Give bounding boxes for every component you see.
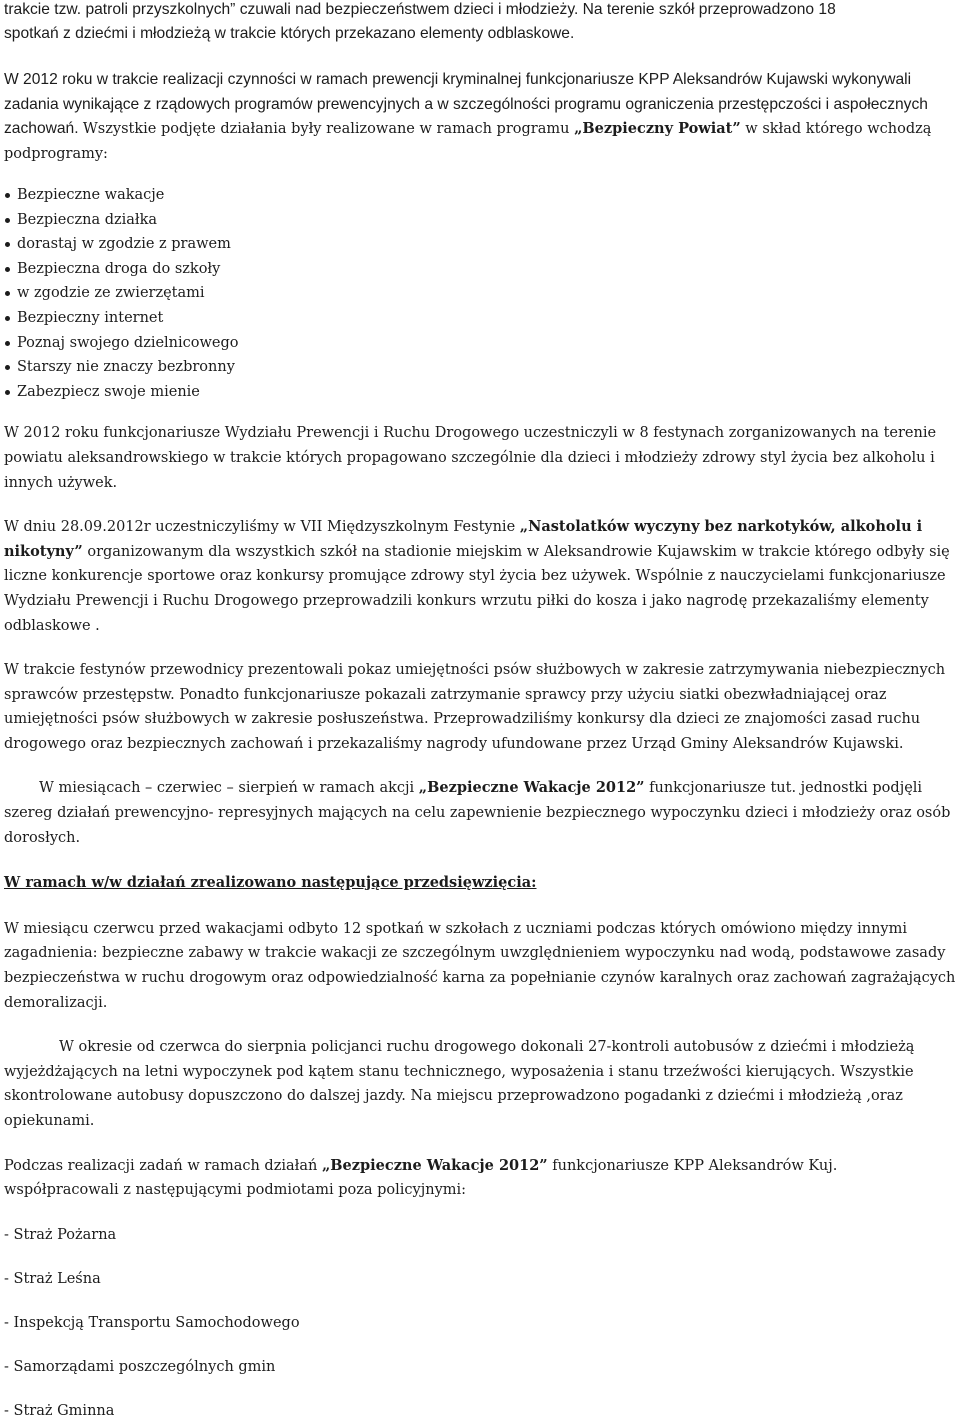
- summer-action-paragraph: [4, 776, 956, 850]
- partner-item: - Straż Leśna: [4, 1270, 101, 1287]
- section-heading-text: W ramach w/w działań zrealizowano następujące przedsięwzięcia:: [4, 874, 537, 892]
- list-item: w zgodzie ze zwierzętami: [4, 281, 956, 306]
- program-intro-tail: w skład którego wchodzą podprogramy:: [4, 121, 932, 162]
- intro-continuation: [4, 0, 956, 46]
- list-item: Bezpieczna droga do szkoły: [4, 257, 956, 282]
- intro-line-2: spotkań z dziećmi i młodzieżą w trakcie których przekazano elementy odblaskowe.: [4, 25, 575, 42]
- cooperation-intro: Podczas realizacji zadań w ramach działań: [4, 1157, 322, 1174]
- partner-item: - Samorządami poszczególnych gmin: [4, 1358, 276, 1375]
- partner-item: - Straż Pożarna: [4, 1226, 117, 1243]
- prevention-text: W 2012 roku w trakcie realizacji czynności w ramach prewencji kryminalnej funkcjonariusze KPP Aleksandrów Kujawski wykonywali zadania wynikające z rządowych programów prewencyjnych a w szczególności programu ograniczenia przestępczości i aspołecznych zachowań.: [4, 71, 928, 137]
- section-heading: [4, 871, 956, 896]
- cooperation-paragraph: [4, 1154, 956, 1203]
- bus-inspections-paragraph: W okresie od czerwca do sierpnia policjanci ruchu drogowego dokonali 27-kontroli autobusów z dziećmi i młodzieżą wyjeżdżających na letni wypoczynek pod kątem stanu technicznego, wyposażenia i stanu trzeźwości kierujących. Wszystkie skontrolowane autobusy dopuszczono do dalszej jazdy. Na miejscu przeprowadzono pogadanki z dziećmi i młodzieżą ,oraz opiekunami.: [4, 1039, 915, 1129]
- list-item: Bezpieczne wakacje: [4, 183, 956, 208]
- list-item: Bezpieczny internet: [4, 306, 956, 331]
- subprogram-list: [4, 183, 956, 404]
- program-intro-text: Wszystkie podjęte działania były realizowane w ramach programu: [82, 121, 575, 137]
- festival-intro: W dniu 28.09.2012r uczestniczyliśmy w VII Międzyszkolnym Festynie: [4, 519, 520, 536]
- list-item: Starszy nie znaczy bezbronny: [4, 355, 956, 380]
- school-meetings-paragraph: W miesiącu czerwcu przed wakacjami odbyto 12 spotkań w szkołach z uczniami podczas których omówiono między innymi zagadnienia: bezpieczne zabawy w trakcie wakacji ze szczególnym uwzględnieniem wypoczynku nad wodą, podstawowe zasady bezpieczeństwa w ruchu drogowym oraz odpowiedzialność karna za popełnianie czynów karalnych oraz zachowań zagrażających demoralizacji.: [4, 920, 956, 1011]
- intro-line-1: trakcie tzw. patroli przyszkolnych” czuwali nad bezpieczeństwem dzieci i młodzieży. Na terenie szkół przeprowadzono 18: [4, 1, 836, 18]
- list-item: Bezpieczna działka: [4, 208, 956, 233]
- festivals-paragraph: W 2012 roku funkcjonariusze Wydziału Prewencji i Ruchu Drogowego uczestniczyli w 8 festynach zorganizowanych na terenie powiatu aleksandrowskiego w trakcie których propagowano szczególnie dla dzieci i młodzieży zdrowy styl życia bez alkoholu i innych używek.: [4, 425, 937, 491]
- prevention-paragraph: [4, 68, 956, 166]
- partner-item: - Inspekcją Transportu Samochodowego: [4, 1314, 300, 1331]
- summer-action-intro: W miesiącach – czerwiec – sierpień w ramach akcji: [39, 780, 419, 797]
- festival-name: „Nastolatków wyczyny bez narkotyków, alkoholu i nikotyny”: [4, 518, 923, 560]
- list-item: dorastaj w zgodzie z prawem: [4, 232, 956, 257]
- dog-show-paragraph: W trakcie festynów przewodnicy prezentowali pokaz umiejętności psów służbowych w zakresie zatrzymywania niebezpiecznych sprawców przestępstw. Ponadto funkcjonariusze pokazali zatrzymanie sprawcy przy użyciu siatki obezwładniającej oraz umiejętności psów służbowych w zakresie posłuszeństwa. Przeprowadziliśmy konkursy dla dzieci ze znajomości zasad ruchu drogowego oraz bezpiecznych zachowań i przekazaliśmy nagrody ufundowane przez Urząd Gminy Aleksandrów Kujawski.: [4, 662, 946, 752]
- partner-item: - Straż Gminna: [4, 1402, 115, 1419]
- list-item: Poznaj swojego dzielnicowego: [4, 331, 956, 356]
- program-name: „Bezpieczny Powiat”: [574, 120, 741, 137]
- summer-action-details: funkcjonariusze tut. jednostki podjęli szereg działań prewencyjno- represyjnych mających na celu zapewnienie bezpiecznego wypoczynku dzieci i młodzieży oraz osób dorosłych.: [4, 780, 951, 846]
- summer-action-name: „Bezpieczne Wakacje 2012”: [418, 779, 645, 797]
- list-item: Zabezpiecz swoje mienie: [4, 380, 956, 405]
- festival-details: organizowanym dla wszystkich szkół na stadionie miejskim w Aleksandrowie Kujawskim w trakcie którego odbyły się liczne konkurencje sportowe oraz konkursy promujące zdrowy styl życia bez używek. Wspólnie z nauczycielami funkcjonariusze Wydziału Prewencji i Ruchu Drogowego przeprowadzili konkurs wrzutu piłki do kosza i jako nagrodę przekazaliśmy elementy odblaskowe .: [4, 543, 950, 634]
- program-intro: [4, 121, 931, 162]
- cooperation-action-name: „Bezpieczne Wakacje 2012”: [321, 1156, 548, 1174]
- cooperation-details: funkcjonariusze KPP Aleksandrów Kuj. współpracowali z następującymi podmiotami poza policyjnymi:: [4, 1157, 838, 1199]
- document-page: [4, 0, 956, 1423]
- festival-event-paragraph: [4, 515, 956, 638]
